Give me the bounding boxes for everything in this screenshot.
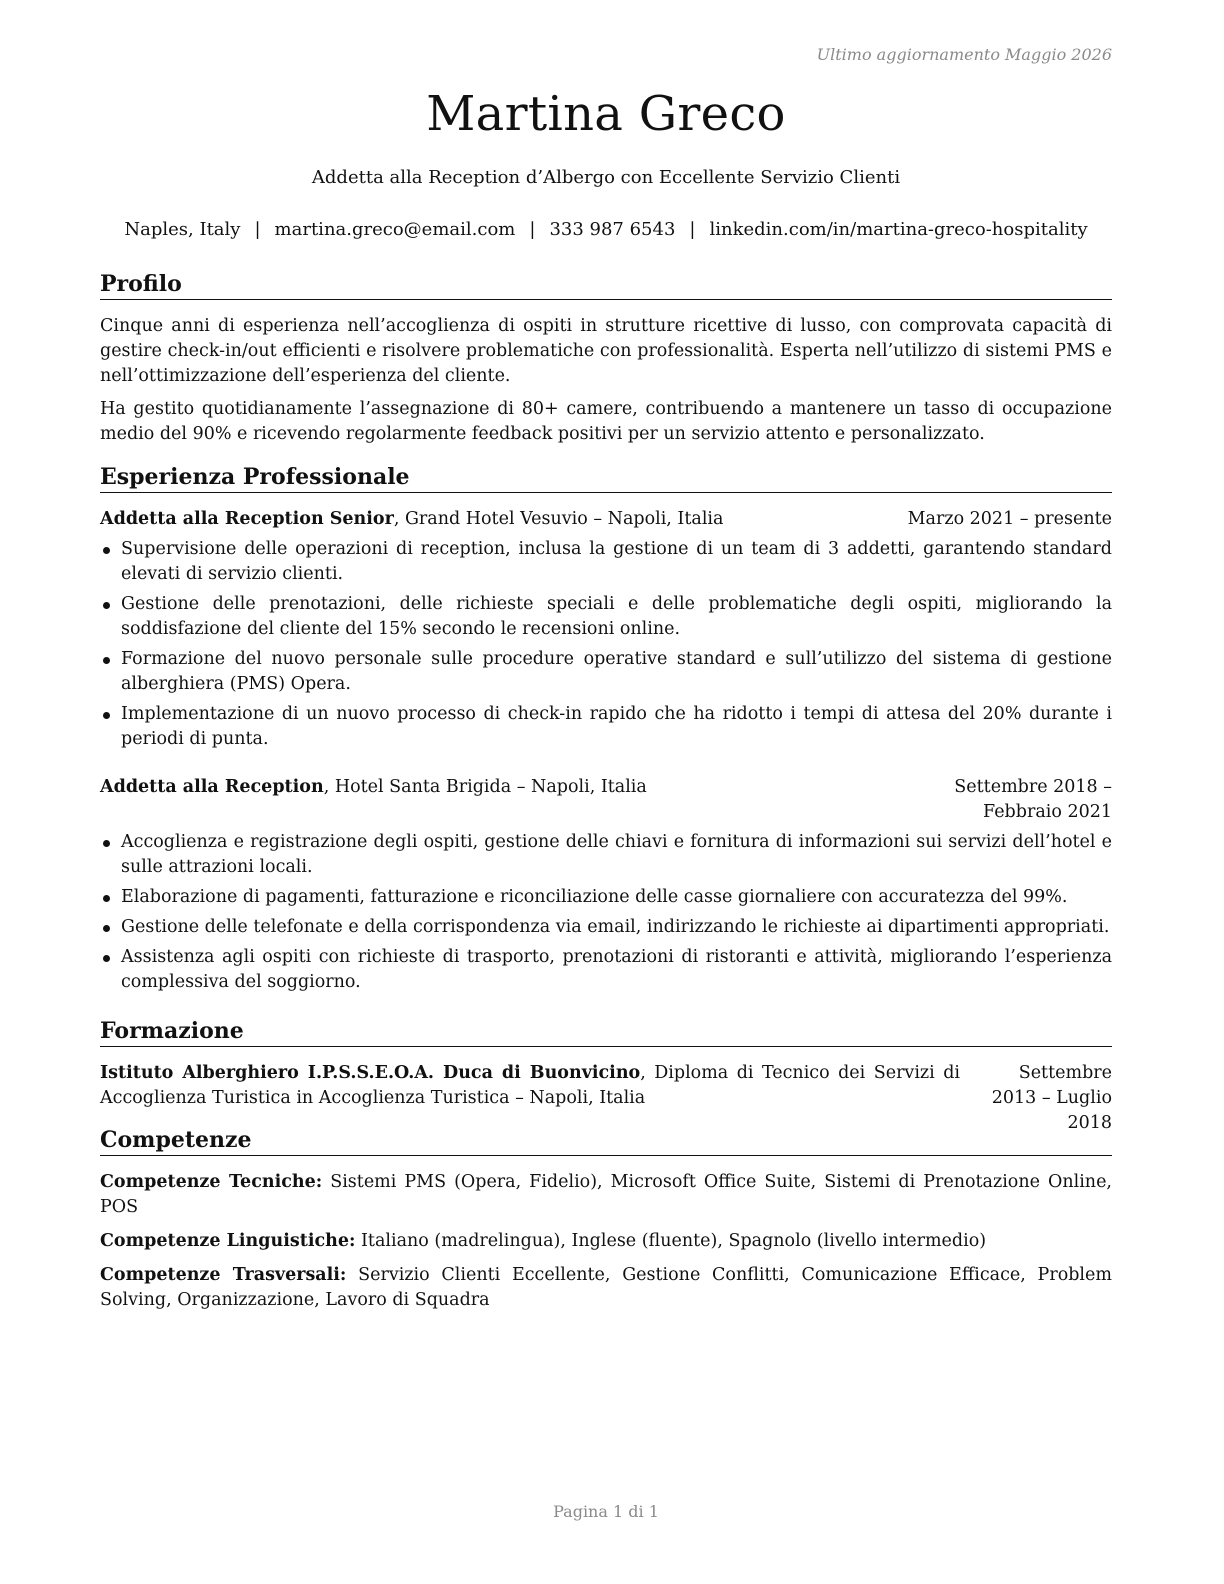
bullet-icon — [103, 955, 110, 962]
skills-section — [100, 1126, 1112, 1313]
skill-label: Competenze Trasversali: — [100, 1265, 347, 1285]
list-item: Elaborazione di pagamenti, fatturazione e riconciliazione delle casse giornaliere con accuratezza del 99%. — [100, 885, 1112, 910]
job-dates: Settembre 2018 – Febbraio 2021 — [954, 777, 1112, 822]
bullet-icon — [103, 602, 110, 609]
job-entry — [100, 507, 1112, 752]
degree-name: , Diploma di Tecnico dei Servizi di Accoglienza Turistica in Accoglienza Turistica – Napoli, Italia — [100, 1063, 960, 1108]
bullet-icon — [103, 712, 110, 719]
skill-value: Servizio Clienti Eccellente, Gestione Conflitti, Comunicazione Efficace, Problem Solving, Organizzazione, Lavoro di Squadra — [100, 1265, 1112, 1310]
profile-paragraph: Ha gestito quotidianamente l’assegnazione di 80+ camere, contribuendo a mantenere un tasso di occupazione medio del 90% e ricevendo regolarmente feedback positivi per un servizio attento e personalizzato. — [100, 399, 1112, 444]
skill-label: Competenze Tecniche: — [100, 1172, 323, 1192]
bullet-icon — [103, 657, 110, 664]
skill-value: Italiano (madrelingua), Inglese (fluente), Spagnolo (livello intermedio) — [355, 1231, 987, 1251]
section-title-profile: Profilo — [100, 270, 1112, 300]
resume-page — [100, 0, 1112, 1584]
bullet-icon — [103, 925, 110, 932]
section-title-skills: Competenze — [100, 1126, 1112, 1156]
list-item: Gestione delle prenotazioni, delle richieste speciali e delle problematiche degli ospiti, migliorando la soddisfazione del cliente del 15% secondo le recensioni online. — [100, 592, 1112, 642]
candidate-name: Martina Greco — [426, 86, 786, 142]
bullet-icon — [103, 840, 110, 847]
job-dates: Marzo 2021 – presente — [907, 509, 1112, 529]
job-employer: , Grand Hotel Vesuvio – Napoli, Italia — [393, 509, 724, 529]
school-name: Istituto Alberghiero I.P.S.S.E.O.A. Duca di Buonvicino — [100, 1063, 641, 1083]
job-employer: , Hotel Santa Brigida – Napoli, Italia — [323, 777, 647, 797]
skill-value: Sistemi PMS (Opera, Fidelio), Microsoft Office Suite, Sistemi di Prenotazione Online, POS — [100, 1172, 1112, 1217]
education-section — [100, 1017, 1112, 1136]
profile-section — [100, 270, 1112, 447]
skill-row — [100, 1170, 1112, 1220]
list-item: Accoglienza e registrazione degli ospiti, gestione delle chiavi e fornitura di informazioni sui servizi dell’hotel e sulle attrazioni locali. — [100, 830, 1112, 880]
page-number: Pagina 1 di 1 — [553, 1502, 659, 1521]
contact-phone: 333 987 6543 — [549, 219, 676, 240]
job-entry — [100, 775, 1112, 995]
list-item: Implementazione di un nuovo processo di check-in rapido che ha ridotto i tempi di attesa del 20% durante i periodi di punta. — [100, 702, 1112, 752]
experience-section — [100, 463, 1112, 995]
candidate-headline: Addetta alla Reception d’Albergo con Eccellente Servizio Clienti — [311, 167, 901, 188]
contact-separator: | — [254, 219, 261, 240]
job-bullets — [100, 830, 1112, 995]
contact-location: Naples, Italy — [124, 219, 241, 240]
contact-line — [100, 219, 1112, 240]
skill-row — [100, 1263, 1112, 1313]
job-header — [100, 775, 1112, 825]
job-role: Addetta alla Reception — [100, 777, 324, 797]
contact-separator: | — [689, 219, 696, 240]
job-bullets — [100, 537, 1112, 752]
list-item: Supervisione delle operazioni di reception, inclusa la gestione di un team di 3 addetti, garantendo standard elevati di servizio clienti. — [100, 537, 1112, 587]
profile-paragraph: Cinque anni di esperienza nell’accoglienza di ospiti in strutture ricettive di lusso, con comprovata capacità di gestire check-in/out efficienti e risolvere problematiche con professionalità. Esperta nell’utilizzo di sistemi PMS e nell’ottimizzazione dell’esperienza del cliente. — [100, 316, 1112, 386]
list-item: Gestione delle telefonate e della corrispondenza via email, indirizzando le richieste ai dipartimenti appropriati. — [100, 915, 1112, 940]
last-updated: Ultimo aggiornamento Maggio 2026 — [816, 45, 1112, 64]
education-entry — [100, 1061, 1112, 1136]
bullet-icon — [103, 547, 110, 554]
job-role: Addetta alla Reception Senior — [100, 509, 394, 529]
bullet-icon — [103, 895, 110, 902]
job-header — [100, 507, 1112, 532]
skill-row — [100, 1229, 1112, 1254]
contact-email-link[interactable]: martina.greco@email.com — [274, 219, 516, 240]
contact-separator: | — [529, 219, 536, 240]
list-item: Assistenza agli ospiti con richieste di trasporto, prenotazioni di ristoranti e attività, migliorando l’esperienza complessiva del soggiorno. — [100, 945, 1112, 995]
skill-label: Competenze Linguistiche: — [100, 1231, 356, 1251]
section-title-experience: Esperienza Professionale — [100, 463, 1112, 493]
education-dates: Settembre 2013 – Luglio 2018 — [991, 1063, 1112, 1133]
contact-linkedin-link[interactable]: linkedin.com/in/martina-greco-hospitality — [709, 219, 1088, 240]
section-title-education: Formazione — [100, 1017, 1112, 1047]
list-item: Formazione del nuovo personale sulle procedure operative standard e sull’utilizzo del sistema di gestione alberghiera (PMS) Opera. — [100, 647, 1112, 697]
